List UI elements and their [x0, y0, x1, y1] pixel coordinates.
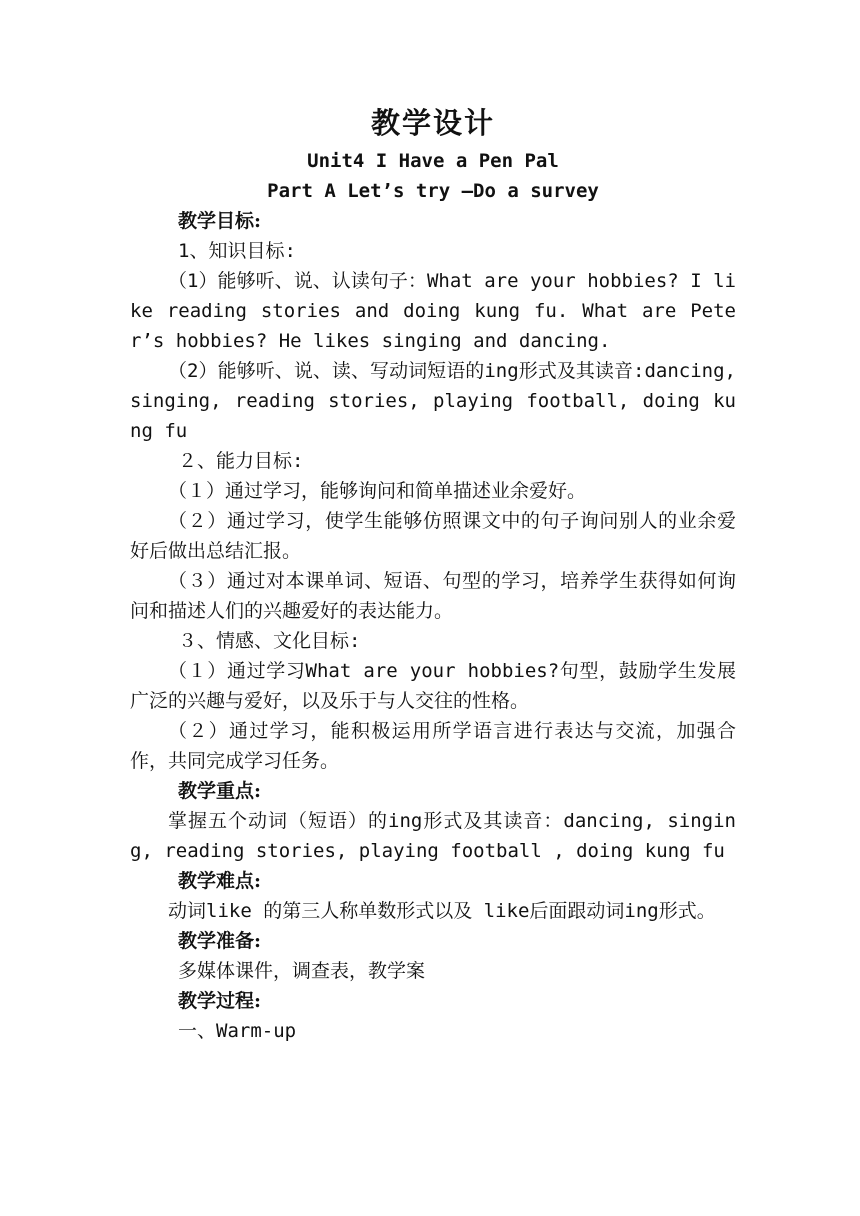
- difficult-points-text: 动词like 的第三人称单数形式以及 like后面跟动词ing形式。: [168, 900, 716, 922]
- document-page: [130, 100, 736, 1046]
- emotion-heading: ３、情感、文化目标:: [178, 630, 361, 652]
- difficult-points-heading: 教学难点:: [178, 870, 262, 892]
- objectives-heading: 教学目标:: [178, 210, 262, 232]
- process-step-1: 一、Warm-up: [178, 1020, 297, 1042]
- knowledge-heading: 1、知识目标:: [178, 240, 296, 262]
- process-heading: 教学过程:: [178, 990, 262, 1012]
- preparation-text: 多媒体课件，调查表，教学案: [178, 960, 426, 982]
- key-points-heading: 教学重点:: [178, 780, 262, 802]
- key-points-text: 掌握五个动词（短语）的ing形式及其读音：dancing, singing, reading stories, playing football , doing kung fu: [130, 810, 736, 862]
- knowledge-item-1: （1）能够听、说、认读句子：What are your hobbies? I like reading stories and doing kung fu. What are Peter’s hobbies? He likes singing and dancing.: [130, 270, 736, 352]
- knowledge-item-2: （2）能够听、说、读、写动词短语的ing形式及其读音:dancing, singing, reading stories, playing football, doing kung fu: [130, 360, 736, 442]
- emotion-item-2: （２）通过学习，能积极运用所学语言进行表达与交流，加强合作，共同完成学习任务。: [130, 720, 736, 772]
- ability-item-3: （３）通过对本课单词、短语、句型的学习，培养学生获得如何询问和描述人们的兴趣爱好的表达能力。: [130, 570, 736, 622]
- ability-heading: ２、能力目标:: [178, 450, 304, 472]
- unit-title: Unit4 I Have a Pen Pal: [307, 150, 559, 172]
- document-title: 教学设计: [370, 106, 495, 140]
- emotion-item-1: （１）通过学习What are your hobbies?句型，鼓励学生发展广泛的兴趣与爱好，以及乐于与人交往的性格。: [130, 660, 736, 712]
- preparation-heading: 教学准备:: [178, 930, 262, 952]
- part-title: Part A Let’s try –Do a survey: [267, 180, 599, 202]
- ability-item-1: （１）通过学习，能够询问和简单描述业余爱好。: [168, 480, 587, 502]
- ability-item-2: （２）通过学习，使学生能够仿照课文中的句子询问别人的业余爱好后做出总结汇报。: [130, 510, 736, 562]
